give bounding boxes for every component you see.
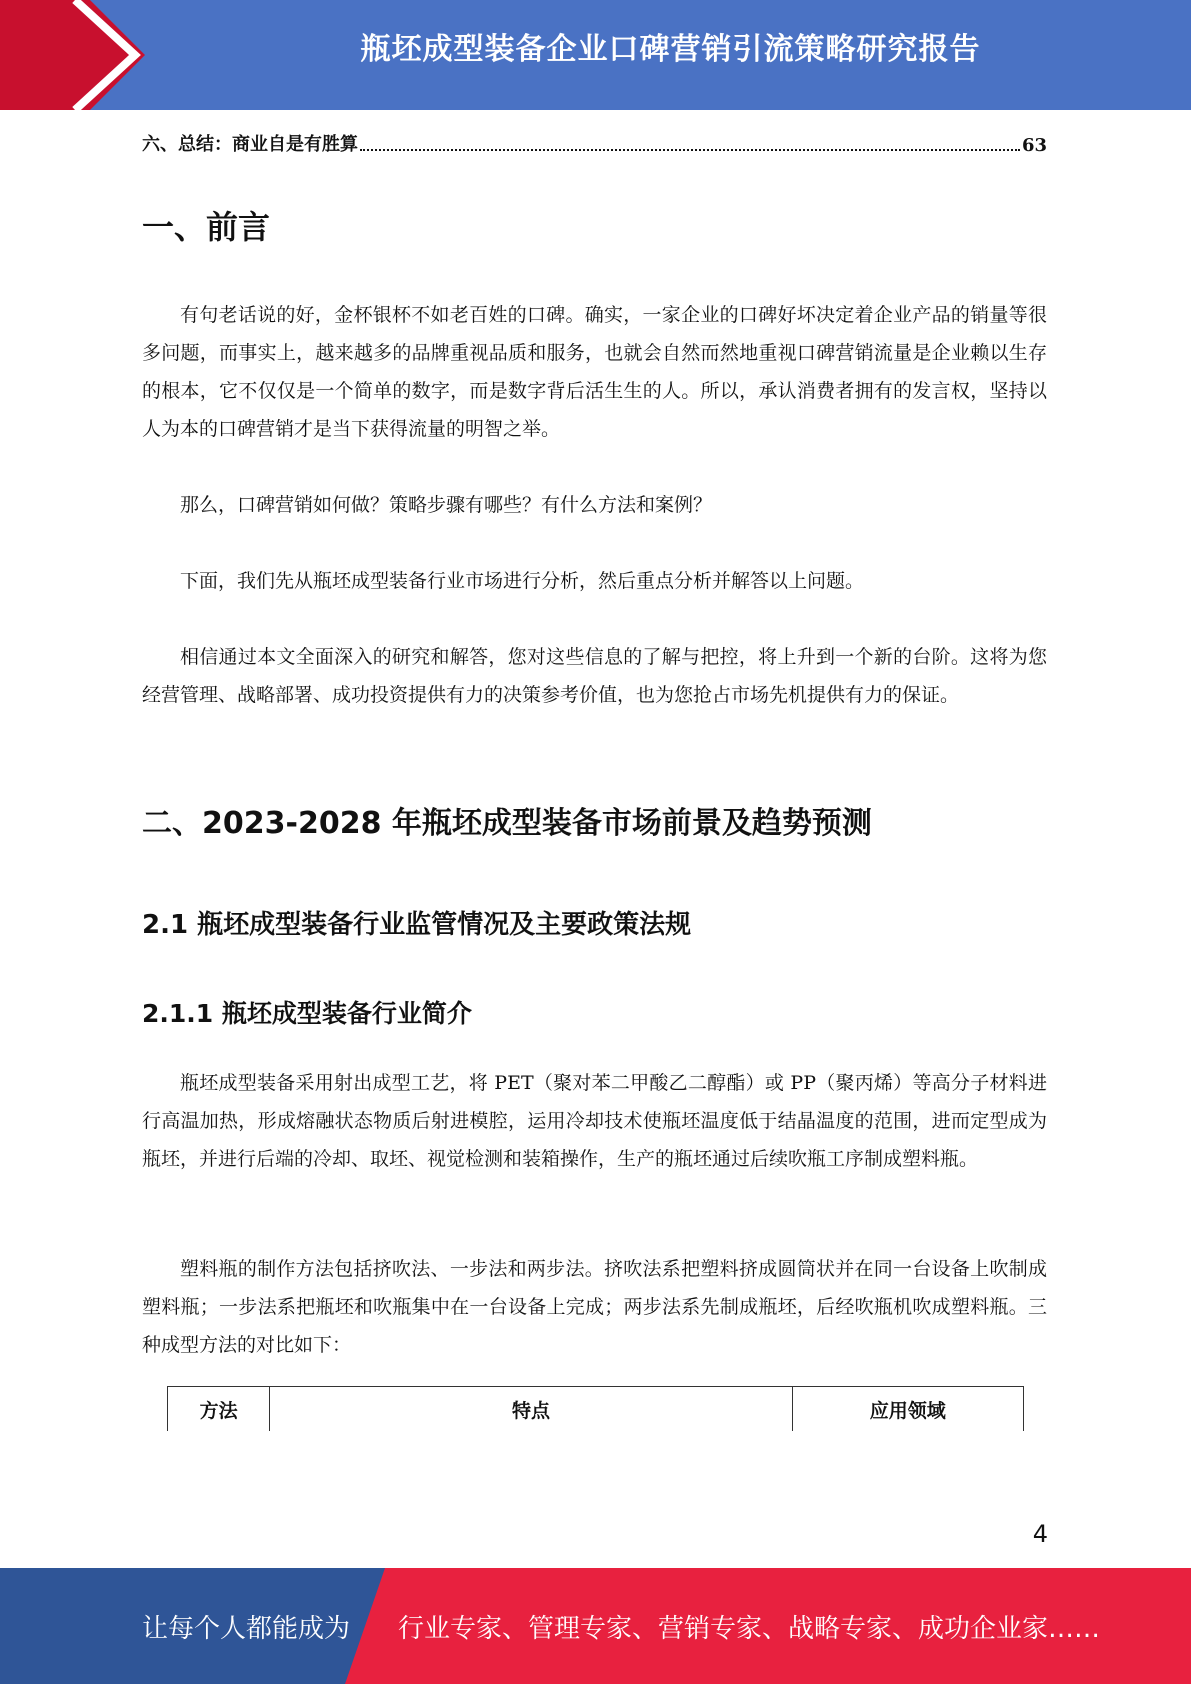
comparison-table: [167, 1386, 1024, 1431]
footer-slogan-left: 让每个人都能成为: [142, 1614, 351, 1644]
table-header-method: 方法: [168, 1387, 270, 1432]
table-header-row: [168, 1387, 1024, 1432]
header-arrow-decoration: [0, 0, 150, 110]
intro-paragraph-1: 瓶坯成型装备采用射出成型工艺，将 PET（聚对苯二甲酸乙二醇酯）或 PP（聚丙烯）等高分子材料进行高温加热，形成熔融状态物质后射进模腔，运用冷却技术使瓶坯温度低于结晶温度的范围，进而定型成为瓶坯，并进行后端的冷却、取坯、视觉检测和装箱操作，生产的瓶坯通过后续吹瓶工序制成塑料瓶。: [142, 1072, 1047, 1170]
page-footer: [0, 1568, 1191, 1684]
page-number: 4: [1032, 1520, 1048, 1548]
table-header-features: 特点: [270, 1387, 792, 1432]
subsection-heading-regulation: 2.1 瓶坯成型装备行业监管情况及主要政策法规: [142, 910, 692, 940]
report-title: 瓶坯成型装备企业口碑营销引流策略研究报告: [360, 32, 981, 67]
subsection-heading-intro: 2.1.1 瓶坯成型装备行业简介: [142, 999, 472, 1028]
preface-paragraph-1: 有句老话说的好，金杯银杯不如老百姓的口碑。确实，一家企业的口碑好坏决定着企业产品的销量等很多问题，而事实上，越来越多的品牌重视品质和服务，也就会自然而然地重视口碑营销流量是企业赖以生存的根本，它不仅仅是一个简单的数字，而是数字背后活生生的人。所以，承认消费者拥有的发言权，坚持以人为本的口碑营销才是当下获得流量的明智之举。: [142, 304, 1047, 440]
toc-entry[interactable]: [142, 130, 1047, 156]
section-heading-preface: 一、前言: [142, 208, 271, 246]
toc-entry-label: 六、总结：商业自是有胜算: [142, 134, 358, 155]
footer-slogan-right: 行业专家、管理专家、营销专家、战略专家、成功企业家……: [398, 1614, 1101, 1644]
preface-paragraph-3: 下面，我们先从瓶坯成型装备行业市场进行分析，然后重点分析并解答以上问题。: [180, 570, 865, 592]
toc-entry-page: 63: [1021, 135, 1047, 156]
table-header-application: 应用领域: [792, 1387, 1023, 1432]
page-header: [0, 0, 1191, 110]
preface-paragraph-4: 相信通过本文全面深入的研究和解答，您对这些信息的了解与把控，将上升到一个新的台阶。这将为您经营管理、战略部署、成功投资提供有力的决策参考价值，也为您抢占市场先机提供有力的保证。: [142, 646, 1047, 706]
preface-paragraph-2: 那么，口碑营销如何做？策略步骤有哪些？有什么方法和案例？: [180, 494, 713, 516]
toc-leader-dots: [360, 149, 1020, 151]
intro-paragraph-2: 塑料瓶的制作方法包括挤吹法、一步法和两步法。挤吹法系把塑料挤成圆筒状并在同一台设备上吹制成塑料瓶；一步法系把瓶坯和吹瓶集中在一台设备上完成；两步法系先制成瓶坯，后经吹瓶机吹成塑料瓶。三种成型方法的对比如下：: [142, 1258, 1047, 1356]
section-heading-market: 二、2023-2028 年瓶坯成型装备市场前景及趋势预测: [142, 806, 872, 841]
